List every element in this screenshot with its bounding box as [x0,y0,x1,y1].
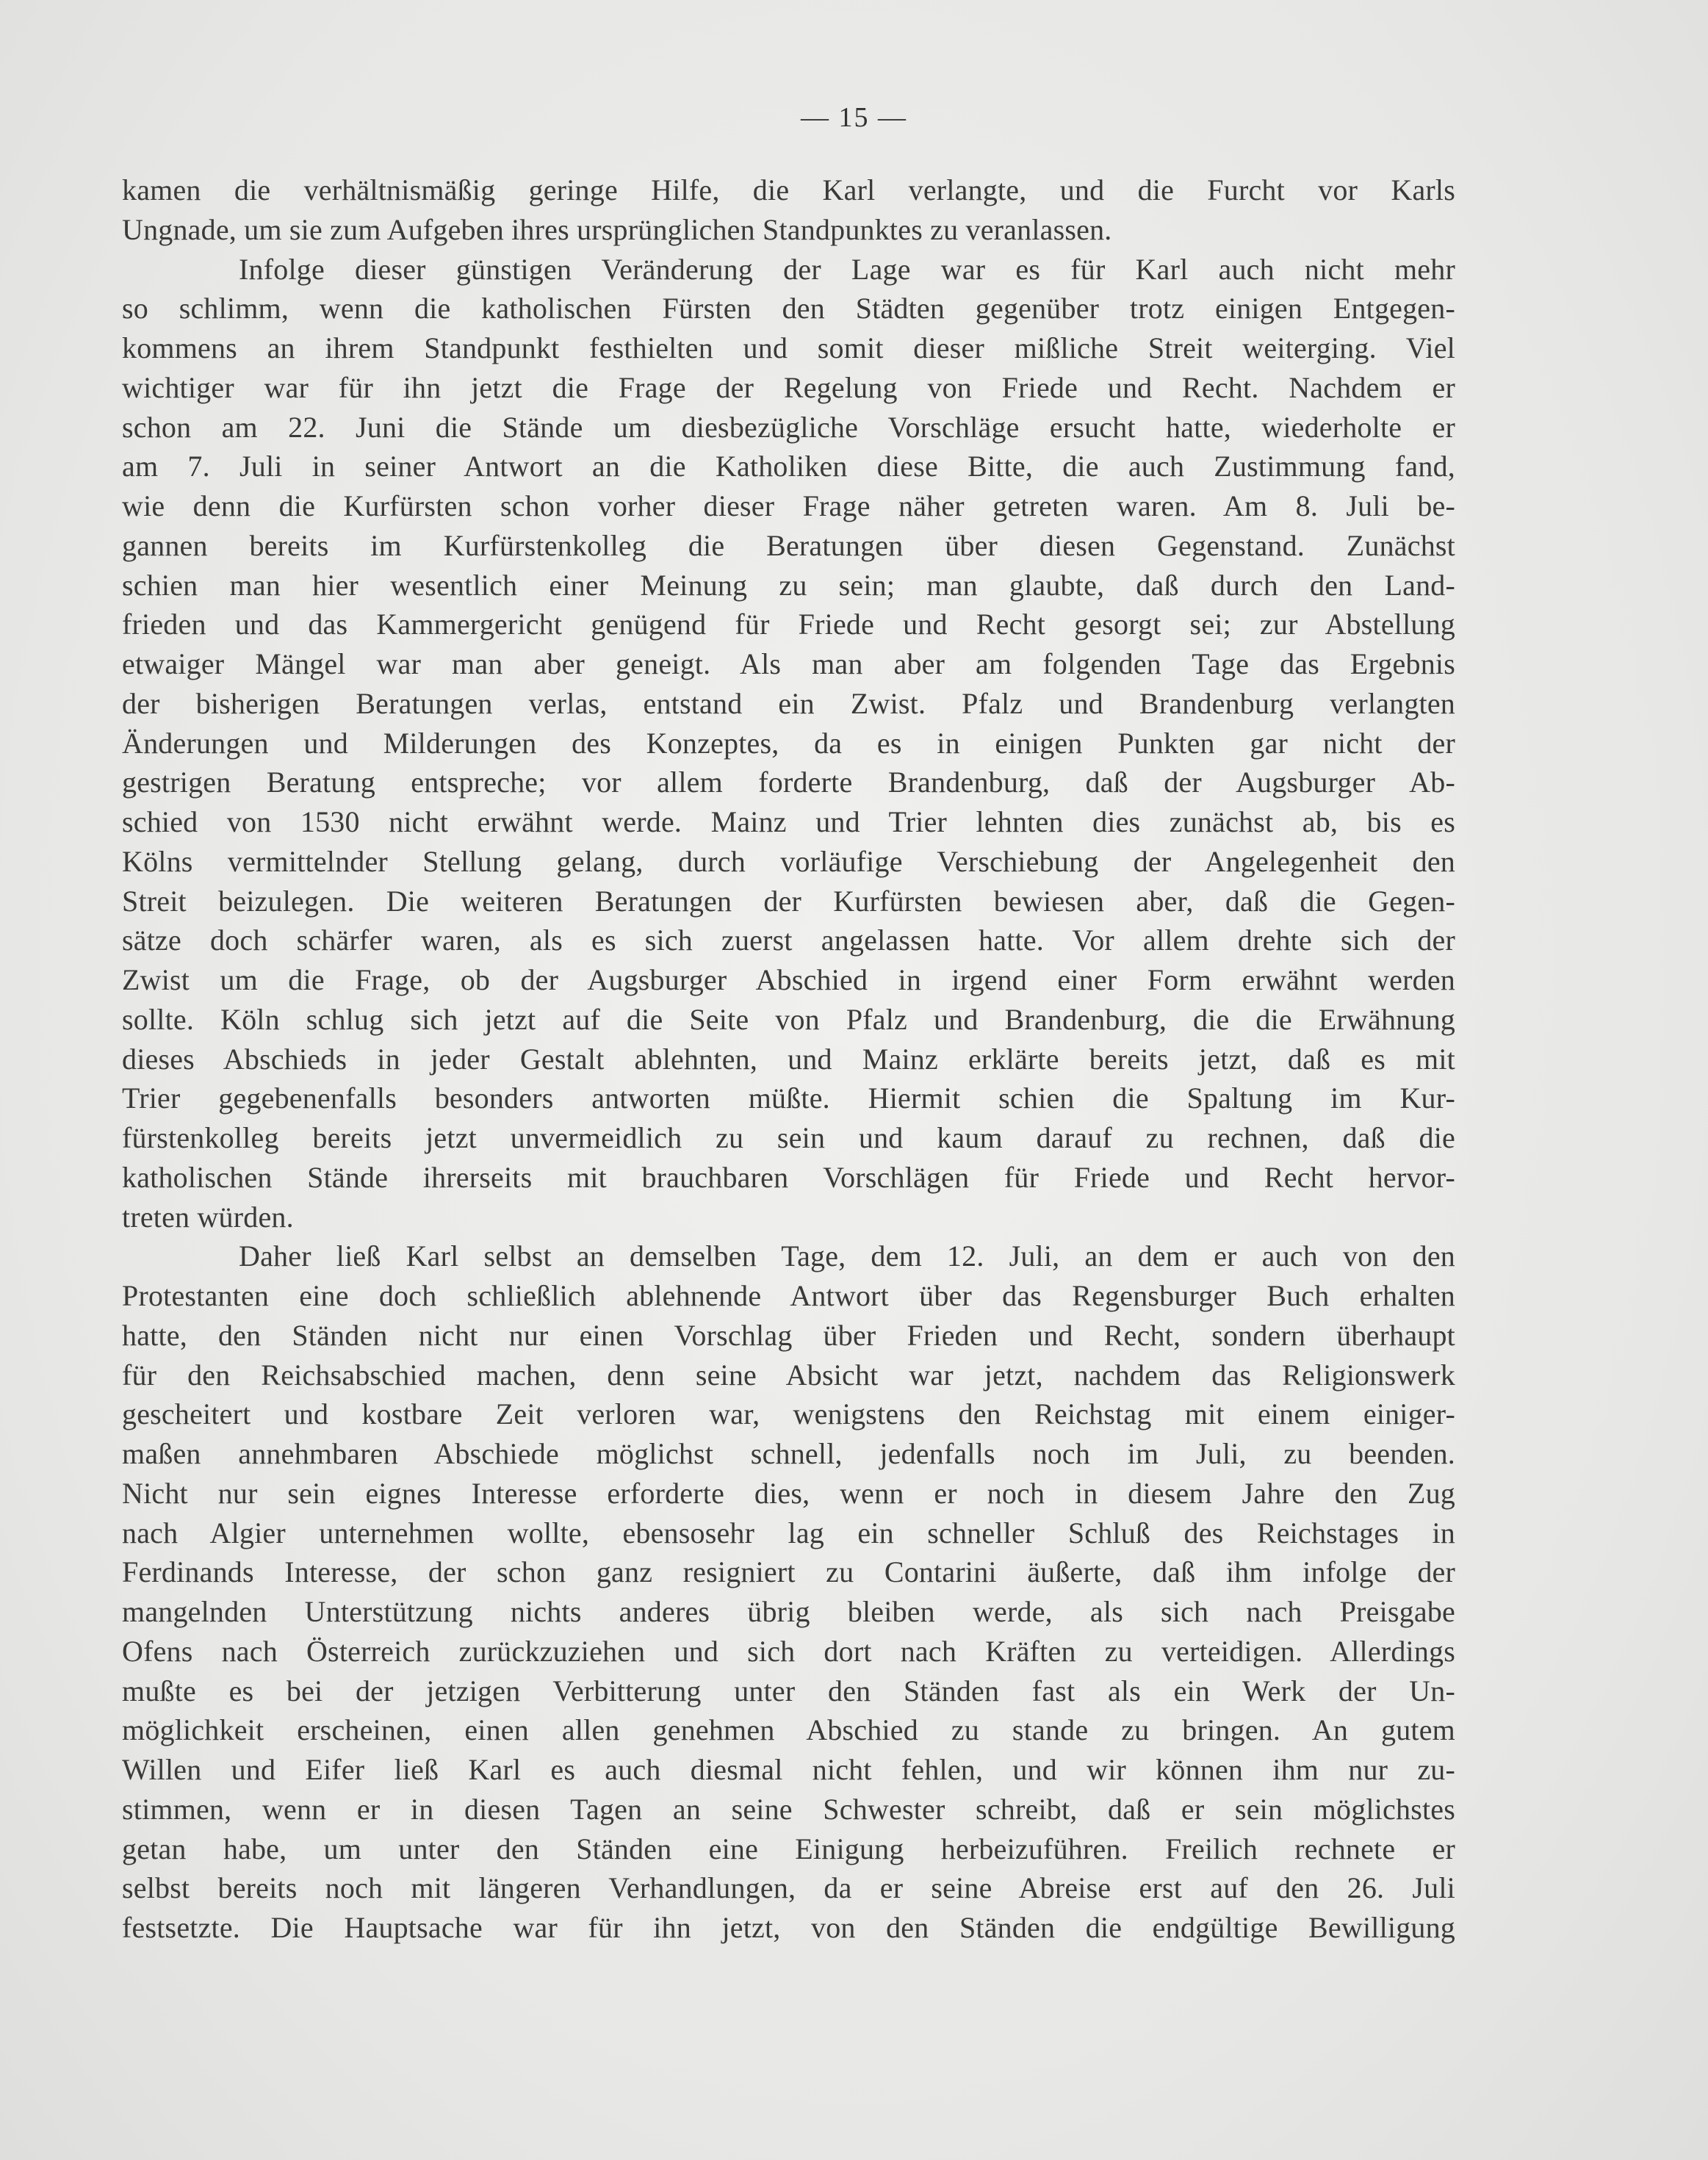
page-number: — 15 — [801,102,907,133]
text-line: möglichkeit erscheinen, einen allen genehmen Abschied zu stande zu bringen. An gutem [122,1713,1455,1747]
text-line: sätze doch schärfer waren, als es sich zuerst angelassen hatte. Vor allem drehte sich der [122,924,1455,957]
text-line: Ferdinands Interesse, der schon ganz resigniert zu Contarini äußerte, daß ihm infolge der [122,1555,1455,1589]
text-line: getan habe, um unter den Ständen eine Einigung herbeizuführen. Freilich rechnete er [122,1832,1455,1865]
text-line: Nicht nur sein eignes Interesse erforderte dies, wenn er noch in diesem Jahre den Zug [122,1476,1455,1510]
text-line: etwaiger Mängel war man aber geneigt. Als man aber am folgenden Tage das Ergebnis [122,647,1455,680]
text-line: kommens an ihrem Standpunkt festhielten und somit dieser mißliche Streit weiterging. Viel [122,331,1455,364]
text-line: so schlimm, wenn die katholischen Fürsten den Städten gegenüber trotz einigen Entgegen- [122,292,1455,325]
text-line: Ungnade, um sie zum Aufgeben ihres ursprünglichen Standpunktes zu veranlassen. [122,212,1112,246]
text-line: Trier gegebenenfalls besonders antworten müßte. Hiermit schien die Spaltung im Kur- [122,1081,1455,1115]
text-line: gescheitert und kostbare Zeit verloren war, wenigstens den Reichstag mit einem einiger- [122,1397,1455,1431]
text-line: Zwist um die Frage, ob der Augsburger Abschied in irgend einer Form erwähnt werden [122,963,1455,996]
text-line: selbst bereits noch mit längeren Verhandlungen, da er seine Abreise erst auf den 26. Juli [122,1871,1455,1905]
body-text [122,170,1455,1948]
text-line: fürstenkolleg bereits jetzt unvermeidlich zu sein und kaum darauf zu rechnen, daß die [122,1121,1455,1154]
text-line: für den Reichsabschied machen, denn seine Absicht war jetzt, nachdem das Religionswerk [122,1358,1455,1392]
text-line: Ofens nach Österreich zurückzuziehen und sich dort nach Kräften zu verteidigen. Allerdings [122,1634,1455,1668]
text-line: treten würden. [122,1200,294,1234]
text-line: maßen annehmbaren Abschiede möglichst schnell, jedenfalls noch im Juli, zu beenden. [122,1437,1455,1470]
text-line: schied von 1530 nicht erwähnt werde. Mainz und Trier lehnten dies zunächst ab, bis es [122,805,1455,838]
text-line: Kölns vermittelnder Stellung gelang, durch vorläufige Verschiebung der Angelegenheit den [122,844,1455,878]
text-line: der bisherigen Beratungen verlas, entstand ein Zwist. Pfalz und Brandenburg verlangten [122,686,1455,720]
text-line: am 7. Juli in seiner Antwort an die Katholiken diese Bitte, die auch Zustimmung fand, [122,450,1455,483]
text-line: katholischen Stände ihrerseits mit brauchbaren Vorschlägen für Friede und Recht hervor- [122,1160,1455,1194]
text-line: mußte es bei der jetzigen Verbitterung unter den Ständen fast als ein Werk der Un- [122,1674,1455,1707]
text-line: Protestanten eine doch schließlich ablehnende Antwort über das Regensburger Buch erhalten [122,1279,1455,1312]
text-line: schien man hier wesentlich einer Meinung zu sein; man glaubte, daß durch den Land- [122,568,1455,602]
paragraph-start-line: Daher ließ Karl selbst an demselben Tage, dem 12. Juli, an dem er auch von den [239,1239,1455,1273]
text-line: wie denn die Kurfürsten schon vorher dieser Frage näher getreten waren. Am 8. Juli be- [122,489,1455,522]
text-line: festsetzte. Die Hauptsache war für ihn jetzt, von den Ständen die endgültige Bewilligung [122,1911,1455,1944]
text-line: stimmen, wenn er in diesen Tagen an seine Schwester schreibt, daß er sein möglichstes [122,1792,1455,1826]
text-line: sollte. Köln schlug sich jetzt auf die Seite von Pfalz und Brandenburg, die die Erwähnung [122,1002,1455,1036]
text-line: Willen und Eifer ließ Karl es auch diesmal nicht fehlen, und wir können ihm nur zu- [122,1753,1455,1786]
text-line: frieden und das Kammergericht genügend für Friede und Recht gesorgt sei; zur Abstellung [122,608,1455,641]
text-line: Streit beizulegen. Die weiteren Beratungen der Kurfürsten bewiesen aber, daß die Gegen- [122,884,1455,918]
text-line: gestrigen Beratung entspreche; vor allem forderte Brandenburg, daß der Augsburger Ab- [122,766,1455,799]
paragraph-start-line: Infolge dieser günstigen Veränderung der Lage war es für Karl auch nicht mehr [239,252,1455,286]
text-line: hatte, den Ständen nicht nur einen Vorschlag über Frieden und Recht, sondern überhaupt [122,1318,1455,1352]
text-line: gannen bereits im Kurfürstenkolleg die Beratungen über diesen Gegenstand. Zunächst [122,528,1455,562]
text-line: schon am 22. Juni die Stände um diesbezügliche Vorschläge ersucht hatte, wiederholte er [122,410,1455,444]
text-line: kamen die verhältnismäßig geringe Hilfe, die Karl verlangte, und die Furcht vor Karls [122,173,1455,206]
text-line: dieses Abschieds in jeder Gestalt ablehnten, und Mainz erklärte bereits jetzt, daß es mit [122,1042,1455,1076]
text-line: nach Algier unternehmen wollte, ebensosehr lag ein schneller Schluß des Reichstages in [122,1516,1455,1549]
text-line: mangelnden Unterstützung nichts anderes übrig bleiben werde, als sich nach Preisgabe [122,1595,1455,1628]
text-line: Änderungen und Milderungen des Konzeptes, da es in einigen Punkten gar nicht der [122,726,1455,760]
text-line: wichtiger war für ihn jetzt die Frage der Regelung von Friede und Recht. Nachdem er [122,370,1455,404]
